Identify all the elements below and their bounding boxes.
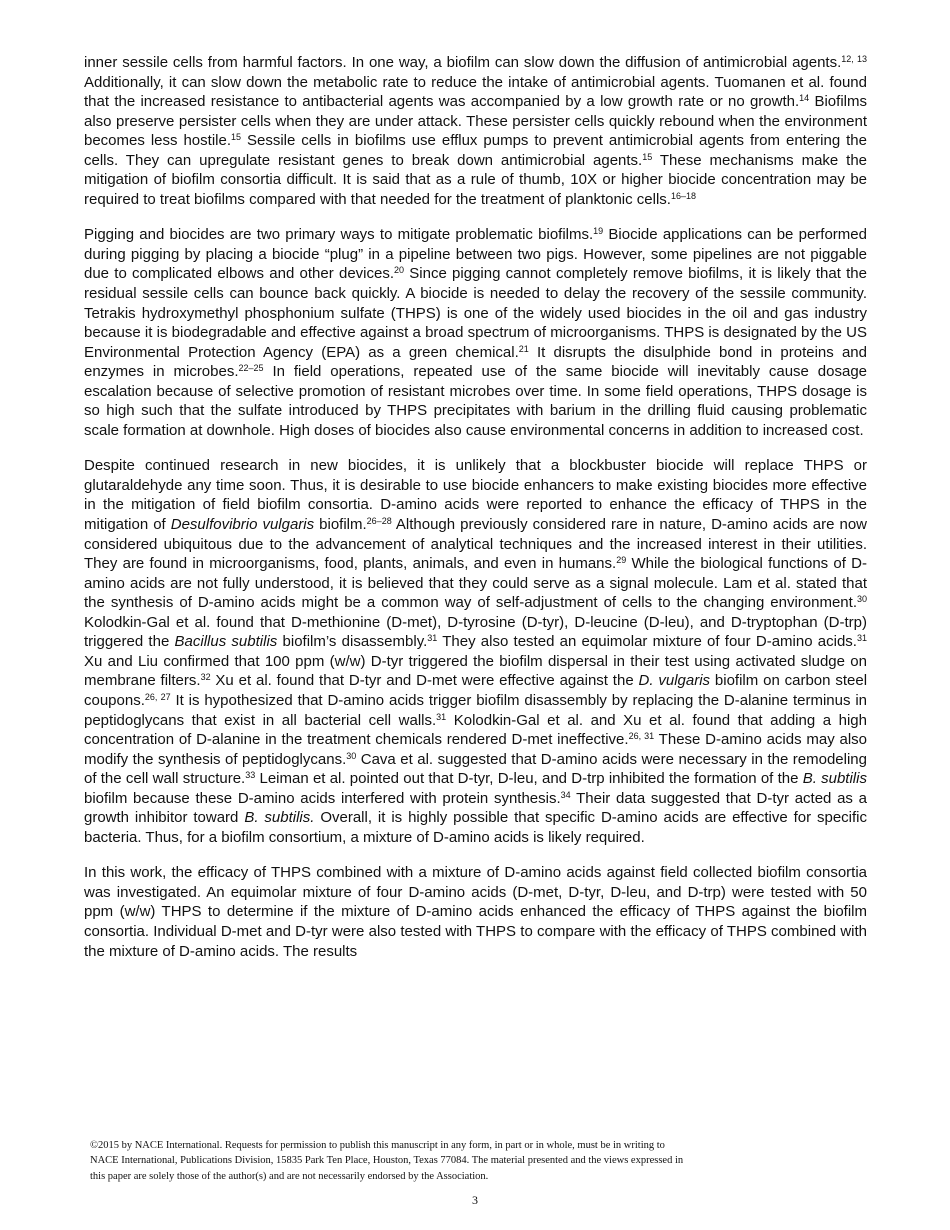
- citation-superscript: 31: [436, 711, 447, 722]
- citation-superscript: 21: [518, 343, 529, 354]
- text-run: inner sessile cells from harmful factors. In one way, a biofilm can slow down the diffusion of antimicrobial agents.: [84, 54, 842, 71]
- copyright-footer: [90, 1138, 790, 1184]
- citation-superscript: 34: [560, 789, 571, 800]
- citation-superscript: 30: [346, 750, 357, 761]
- citation-superscript: 30: [856, 594, 867, 605]
- text-run: Pigging and biocides are two primary ways to mitigate problematic biofilms.: [84, 226, 594, 244]
- citation-superscript: 12, 13: [841, 54, 867, 64]
- citation-superscript: 15: [231, 132, 242, 143]
- citation-superscript: 33: [245, 770, 256, 781]
- text-run: These mechanisms make the mitigation of biofilm consortia difficult. It is said that as a rule of thumb, 10X or higher biocide concentration may be required to treat biofilms compared with that needed for the treatment of planktonic cells.: [84, 151, 868, 208]
- paragraph-biofilm-resistance: [84, 53, 867, 209]
- citation-superscript: 31: [856, 633, 867, 644]
- text-run: It disrupts the disulphide bond in proteins and enzymes in microbes.: [84, 343, 867, 381]
- citation-superscript: 19: [593, 226, 604, 237]
- text-run: biofilm.: [314, 516, 367, 534]
- citation-superscript: 31: [427, 633, 438, 644]
- citation-superscript: 16–18: [670, 190, 697, 201]
- text-run: biofilm because these D-amino acids interfered with protein synthesis.: [84, 789, 561, 807]
- text-run: In field operations, repeated use of the same biocide will inevitably cause dosage escalation because of selective promotion of resistant microbes over time. In some field operations, THPS dosage is so high such that the sulfate introduced by THPS precipitates with barium in the drilling fluid causing problematic scale formation at downhole. High doses of biocides also cause environmental concerns in addition to increased cost.: [84, 363, 867, 439]
- body-text: [84, 53, 867, 977]
- text-run: Despite continued research in new biocides, it is unlikely that a blockbuster biocide will replace THPS or glutaraldehyde any time soon. Thus, it is desirable to use biocide enhancers to make existing biocides more effective in the mitigation of field biofilm consortia. D-amino acids were reported to enhance the efficacy of THPS in the mitigation of: [84, 457, 867, 534]
- citation-superscript: 26, 27: [144, 691, 171, 702]
- text-run: Since pigging cannot completely remove biofilms, it is likely that the residual sessile cells can bounce back quickly. A biocide is needed to delay the recovery of the sessile community. Tetrakis hydroxymethyl phosphonium sulfate (THPS) is one of the widely used biocides in the oil and gas industry because it is biodegradable and effective against a broad spectrum of microorganisms. THPS is designated by the US Environmental Protection Agency (EPA) as a green chemical.: [84, 265, 867, 361]
- text-run: These D-amino acids may also modify the synthesis of peptidoglycans.: [84, 731, 867, 768]
- text-run: Biofilms also preserve persister cells when they are under attack. These persister cells quickly rebound when the environment becomes less hostile.: [84, 93, 867, 150]
- page-number: 3: [472, 1193, 478, 1207]
- species-name: Bacillus subtilis: [174, 633, 278, 651]
- footer-line: ©2015 by NACE International. Requests for permission to publish this manuscript in any form, in part or in whole, must be in writing to: [90, 1140, 665, 1151]
- species-name: Desulfovibrio vulgaris: [170, 516, 315, 534]
- text-run: It is hypothesized that D-amino acids trigger biofilm disassembly by replacing the D-alanine terminus in peptidoglycans that exist in all bacterial cell walls.: [84, 691, 867, 729]
- paragraph-this-work: [84, 863, 867, 961]
- text-run: Sessile cells in biofilms use efflux pumps to prevent antimicrobial agents from entering the cells. They can upregulate resistant genes to break down antimicrobial agents.: [84, 132, 867, 169]
- citation-superscript: 20: [394, 265, 405, 276]
- species-name: D. vulgaris: [638, 672, 711, 690]
- text-run: Overall, it is highly possible that specific D-amino acids are effective for specific bacteria. Thus, for a biofilm consortium, a mixture of D-amino acids is likely required.: [84, 809, 868, 846]
- text-run: They also tested an equimolar mixture of four D-amino acids.: [437, 633, 857, 651]
- text-run: Although previously considered rare in nature, D-amino acids are now considered ubiquitous due to the advancement of analytical techniques and the increased interest in their utilities. They are found in microorganisms, food, plants, animals, and even in humans.: [84, 516, 868, 573]
- text-run: Biocide applications can be performed during pigging by placing a biocide “plug” in a pipeline between two pigs. However, some pipelines are not piggable due to complicated elbows and other devices.: [84, 226, 867, 283]
- citation-superscript: 15: [642, 151, 653, 162]
- citation-superscript: 14: [799, 93, 810, 104]
- text-run: Xu et al. found that D-tyr and D-met were effective against the: [210, 672, 639, 690]
- text-run: While the biological functions of D-amino acids are not fully understood, it is believed that they could serve as a signal molecule. Lam et al. stated that the synthesis of D-amino acids might be a common way of self-adjustment of cells to the changing environment.: [84, 555, 868, 612]
- citation-superscript: 32: [200, 672, 211, 683]
- text-run: Their data suggested that D-tyr acted as a growth inhibitor toward: [84, 789, 867, 827]
- paragraph-pigging-biocides: [84, 225, 867, 440]
- species-name: B. subtilis: [802, 770, 867, 788]
- footer-line: this paper are solely those of the author(s) and are not necessarily endorsed by the Association.: [90, 1170, 489, 1182]
- text-run: biofilm on carbon steel coupons.: [84, 672, 868, 709]
- citation-superscript: 26, 31: [628, 731, 655, 742]
- citation-superscript: 26–28: [366, 516, 392, 527]
- text-run: Kolodkin-Gal et al. found that D-methionine (D-met), D-tyrosine (D-tyr), D-leucine (D-leu), and D-tryptophan (D-trp) triggered the: [84, 613, 867, 651]
- paragraph-d-amino-acids: [84, 456, 867, 847]
- text-run: Leiman et al. pointed out that D-tyr, D-leu, and D-trp inhibited the formation of the: [255, 770, 803, 788]
- text-run: Kolodkin-Gal et al. and Xu et al. found that adding a high concentration of D-alanine in the treatment chemicals rendered D-met ineffective.: [84, 711, 867, 749]
- text-run: Xu and Liu confirmed that 100 ppm (w/w) D-tyr triggered the biofilm dispersal in their test using activated sludge on membrane filters.: [84, 652, 867, 690]
- footer-line: NACE International, Publications Division, 15835 Park Ten Place, Houston, Texas 77084. The material presented and the views expressed in: [90, 1155, 684, 1167]
- citation-superscript: 29: [616, 555, 627, 566]
- text-run: Additionally, it can slow down the metabolic rate to reduce the intake of antimicrobial agents. Tuomanen et al. found that the increased resistance to antibacterial agents was accompanied by a low growth rate or no growth.: [84, 73, 867, 111]
- species-name: B. subtilis.: [244, 809, 315, 827]
- text-run: In this work, the efficacy of THPS combined with a mixture of D-amino acids against field collected biofilm consortia was investigated. An equimolar mixture of four D-amino acids (D-met, D-tyr, D-leu, and D-trp) were tested with 50 ppm (w/w) THPS to determine if the mixture of D-amino acids enhanced the efficacy of THPS against the biofilm consortia. Individual D-met and D-tyr were also tested with THPS to compare with the efficacy of THPS combined with the mixture of D-amino acids. The results: [84, 864, 867, 960]
- text-run: biofilm’s disassembly.: [277, 633, 428, 651]
- citation-superscript: 22–25: [238, 363, 264, 374]
- text-run: Cava et al. suggested that D-amino acids were necessary in the remodeling of the cell wall structure.: [84, 750, 867, 788]
